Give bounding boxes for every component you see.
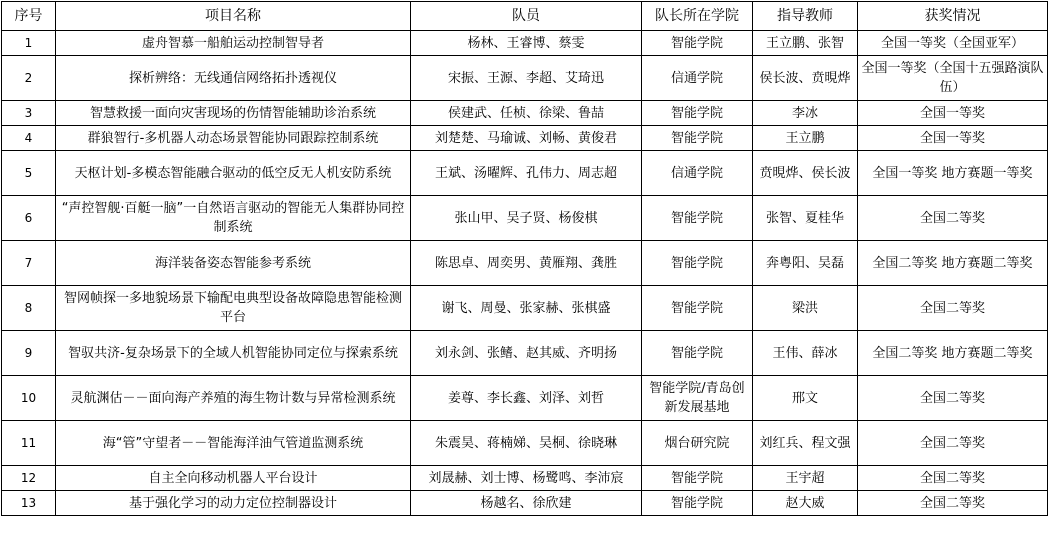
awards-table	[1, 1, 1048, 516]
cell-advisor: 王立鹏、张智	[753, 31, 858, 56]
cell-advisor: 奔粤阳、吴磊	[753, 241, 858, 286]
cell-college: 智能学院/青岛创新发展基地	[642, 376, 753, 421]
cell-award: 全国二等奖	[858, 196, 1048, 241]
cell-members: 姜尊、李长鑫、刘泽、刘哲	[411, 376, 642, 421]
header-college: 队长所在学院	[642, 2, 753, 31]
cell-project: “声控智舰·百艇一脑”一自然语言驱动的智能无人集群协同控制系统	[56, 196, 411, 241]
cell-no: 9	[2, 331, 56, 376]
table-header-row	[2, 2, 1048, 31]
cell-members: 刘永剑、张鳍、赵其威、齐明扬	[411, 331, 642, 376]
table-row	[2, 421, 1048, 466]
cell-award: 全国二等奖 地方赛题二等奖	[858, 331, 1048, 376]
cell-college: 智能学院	[642, 491, 753, 516]
cell-advisor: 赵大威	[753, 491, 858, 516]
cell-members: 朱震昊、蒋楠娣、吴桐、徐晓琳	[411, 421, 642, 466]
cell-project: 探析辨络：无线通信网络拓扑透视仪	[56, 56, 411, 101]
table-row	[2, 56, 1048, 101]
cell-college: 智能学院	[642, 331, 753, 376]
cell-advisor: 贲晛烨、侯长波	[753, 151, 858, 196]
cell-advisor: 王伟、薛冰	[753, 331, 858, 376]
cell-project: 海“管”守望者－－智能海洋油气管道监测系统	[56, 421, 411, 466]
cell-advisor: 王立鹏	[753, 126, 858, 151]
table-row	[2, 126, 1048, 151]
cell-no: 6	[2, 196, 56, 241]
cell-project: 智慧救援一面向灾害现场的伤情智能辅助诊治系统	[56, 101, 411, 126]
cell-project: 智网帧探一多地貌场景下输配电典型设备故障隐患智能检测平台	[56, 286, 411, 331]
cell-members: 侯建武、任桢、徐梁、鲁喆	[411, 101, 642, 126]
cell-no: 2	[2, 56, 56, 101]
cell-advisor: 张智、夏桂华	[753, 196, 858, 241]
cell-award: 全国一等奖（全国亚军）	[858, 31, 1048, 56]
cell-members: 张山甲、吴子贤、杨俊棋	[411, 196, 642, 241]
cell-advisor: 梁洪	[753, 286, 858, 331]
table-row	[2, 331, 1048, 376]
cell-college: 智能学院	[642, 286, 753, 331]
cell-award: 全国二等奖	[858, 376, 1048, 421]
cell-members: 杨林、王睿博、蔡雯	[411, 31, 642, 56]
cell-advisor: 王宇超	[753, 466, 858, 491]
cell-no: 13	[2, 491, 56, 516]
header-members: 队员	[411, 2, 642, 31]
cell-project: 基于强化学习的动力定位控制器设计	[56, 491, 411, 516]
cell-no: 5	[2, 151, 56, 196]
cell-college: 智能学院	[642, 466, 753, 491]
cell-project: 群狼智行-多机器人动态场景智能协同跟踪控制系统	[56, 126, 411, 151]
cell-award: 全国二等奖 地方赛题二等奖	[858, 241, 1048, 286]
header-project: 项目名称	[56, 2, 411, 31]
cell-project: 虚舟智慕一船舶运动控制智导者	[56, 31, 411, 56]
table-row	[2, 286, 1048, 331]
header-advisor: 指导教师	[753, 2, 858, 31]
table-row	[2, 196, 1048, 241]
table-row	[2, 101, 1048, 126]
cell-college: 信通学院	[642, 56, 753, 101]
cell-no: 1	[2, 31, 56, 56]
cell-no: 7	[2, 241, 56, 286]
cell-members: 陈思卓、周奕男、黄雁翔、龚胜	[411, 241, 642, 286]
table-row	[2, 491, 1048, 516]
header-no: 序号	[2, 2, 56, 31]
cell-members: 刘晟赫、刘士博、杨鹭鸣、李沛宸	[411, 466, 642, 491]
cell-college: 智能学院	[642, 196, 753, 241]
cell-advisor: 侯长波、贲晛烨	[753, 56, 858, 101]
cell-members: 王斌、汤曜辉、孔伟力、周志超	[411, 151, 642, 196]
cell-college: 智能学院	[642, 31, 753, 56]
cell-project: 智驭共济-复杂场景下的全域人机智能协同定位与探索系统	[56, 331, 411, 376]
cell-project: 海洋装备姿态智能参考系统	[56, 241, 411, 286]
cell-no: 3	[2, 101, 56, 126]
table-row	[2, 376, 1048, 421]
cell-no: 4	[2, 126, 56, 151]
cell-members: 刘楚楚、马瑜诚、刘畅、黄俊君	[411, 126, 642, 151]
cell-college: 烟台研究院	[642, 421, 753, 466]
table-row	[2, 466, 1048, 491]
cell-advisor: 李冰	[753, 101, 858, 126]
cell-college: 智能学院	[642, 241, 753, 286]
cell-no: 11	[2, 421, 56, 466]
cell-award: 全国一等奖 地方赛题一等奖	[858, 151, 1048, 196]
cell-no: 8	[2, 286, 56, 331]
cell-members: 谢飞、周曼、张家赫、张棋盛	[411, 286, 642, 331]
cell-award: 全国二等奖	[858, 421, 1048, 466]
table-row	[2, 151, 1048, 196]
cell-award: 全国二等奖	[858, 286, 1048, 331]
cell-advisor: 刘红兵、程文强	[753, 421, 858, 466]
cell-college: 智能学院	[642, 101, 753, 126]
cell-project: 自主全向移动机器人平台设计	[56, 466, 411, 491]
cell-members: 杨越名、徐欣建	[411, 491, 642, 516]
cell-award: 全国一等奖	[858, 126, 1048, 151]
cell-award: 全国一等奖（全国十五强路演队伍）	[858, 56, 1048, 101]
cell-advisor: 邢文	[753, 376, 858, 421]
table-row	[2, 241, 1048, 286]
cell-college: 智能学院	[642, 126, 753, 151]
cell-award: 全国一等奖	[858, 101, 1048, 126]
header-award: 获奖情况	[858, 2, 1048, 31]
cell-project: 天枢计划-多模态智能融合驱动的低空反无人机安防系统	[56, 151, 411, 196]
cell-project: 灵航渊估－－面向海产养殖的海生物计数与异常检测系统	[56, 376, 411, 421]
table-row	[2, 31, 1048, 56]
cell-award: 全国二等奖	[858, 466, 1048, 491]
cell-members: 宋振、王源、李超、艾琦迅	[411, 56, 642, 101]
cell-no: 10	[2, 376, 56, 421]
cell-no: 12	[2, 466, 56, 491]
cell-award: 全国二等奖	[858, 491, 1048, 516]
cell-college: 信通学院	[642, 151, 753, 196]
